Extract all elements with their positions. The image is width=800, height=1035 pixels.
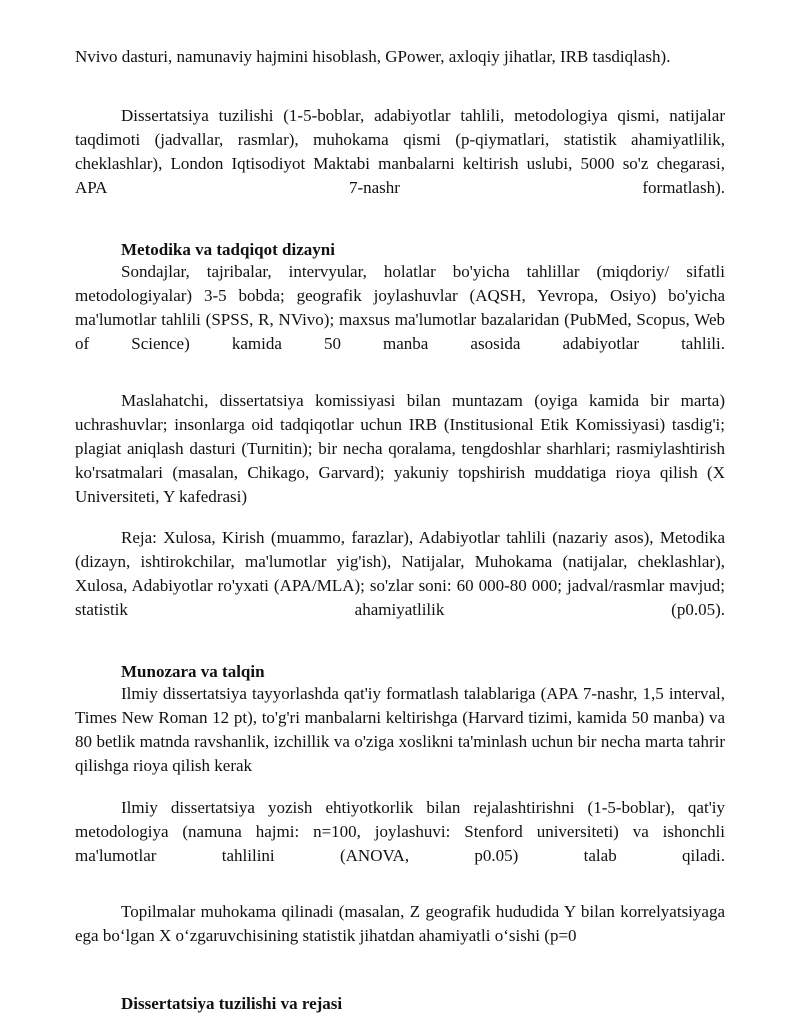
paragraph-methodology: Sondajlar, tajribalar, intervyular, holatlar bo'yicha tahlillar (miqdoriy/ sifatli metodologiyalar) 3-5 bobda; geografik joylashuvlar (AQSH, Yevropa, Osiyo) bo'yicha ma'lumotlar tahlili (SPSS, R, NVivo); maxsus ma'lumotlar bazalaridan (PubMed, Scopus, Web of Science) kamida 50 manba asosida adabiyotlar tahlili. [75, 262, 725, 353]
paragraph-advisor-meetings: Maslahatchi, dissertatsiya komissiyasi bilan muntazam (oyiga kamida bir marta) uchrashuvlar; insonlarga oid tadqiqotlar uchun IRB (Institusional Etik Komissiyasi) tasdig'i; plagiat aniqlash dasturi (Turnitin); bir necha qoralama, tengdoshlar sharhlari; rasmiylashtirish ko'rsatmalari (masalan, Chikago, Garvard); yakuniy topshirish muddatiga rioya qilish (X Universiteti, Y kafedrasi) [75, 391, 725, 506]
paragraph-plan: Reja: Xulosa, Kirish (muammo, farazlar), Adabiyotlar tahlili (nazariy asos), Metodika (dizayn, ishtirokchilar, ma'lumotlar yig'ish), Natijalar, Muhokama (natijalar, cheklashlar), Xulosa, Adabiyotlar ro'yxati (APA/MLA); so'zlar soni: 60 000-80 000; jadval/rasmlar mavjud; statistik ahamiyatlilik (p0.05). [75, 528, 725, 619]
paragraph-continuation: Nvivo dasturi, namunaviy hajmini hisoblash, GPower, axloqiy jihatlar, IRB tasdiqlash). [75, 47, 671, 66]
heading-methodology: Metodika va tadqiqot dizayni [121, 240, 335, 259]
paragraph-careful-planning: Ilmiy dissertatsiya yozish ehtiyotkorlik bilan rejalashtirishni (1-5-boblar), qat'iy metodologiya (namuna hajmi: n=100, joylashuvi: Stenford universiteti) va ishonchli ma'lumotlar tahlilini (ANOVA, p0.05) talab qiladi. [75, 798, 725, 865]
paragraph-findings: Topilmalar muhokama qilinadi (masalan, Z geografik hududida Y bilan korrelyatsiyaga ega bo‘lgan X o‘zgaruvchisining statistik jihatdan ahamiyatli o‘sishi (p=0 [75, 902, 725, 945]
paragraph-formatting-requirements: Ilmiy dissertatsiya tayyorlashda qat'iy formatlash talablariga (APA 7-nashr, 1,5 interval, Times New Roman 12 pt), to'g'ri manbalarni keltirishga (Harvard tizimi, kamida 50 manba) va 80 betlik matnda ravshanlik, izchillik va o'ziga xoslikni ta'minlash uchun bir necha marta tahrir qilishga rioya qilish kerak [75, 684, 725, 775]
heading-dissertation-structure: Dissertatsiya tuzilishi va rejasi [121, 994, 343, 1013]
heading-discussion: Munozara va talqin [121, 662, 265, 681]
paragraph-dissertation-structure: Dissertatsiya tuzilishi (1-5-boblar, adabiyotlar tahlili, metodologiya qismi, natijalar taqdimoti (jadvallar, rasmlar), muhokama qismi (p-qiymatlari, statistik ahamiyatlilik, cheklashlar), London Iqtisodiyot Maktabi manbalarni keltirish uslubi, 5000 so'z chegarasi, APA 7-nashr formatlash). [75, 106, 725, 197]
